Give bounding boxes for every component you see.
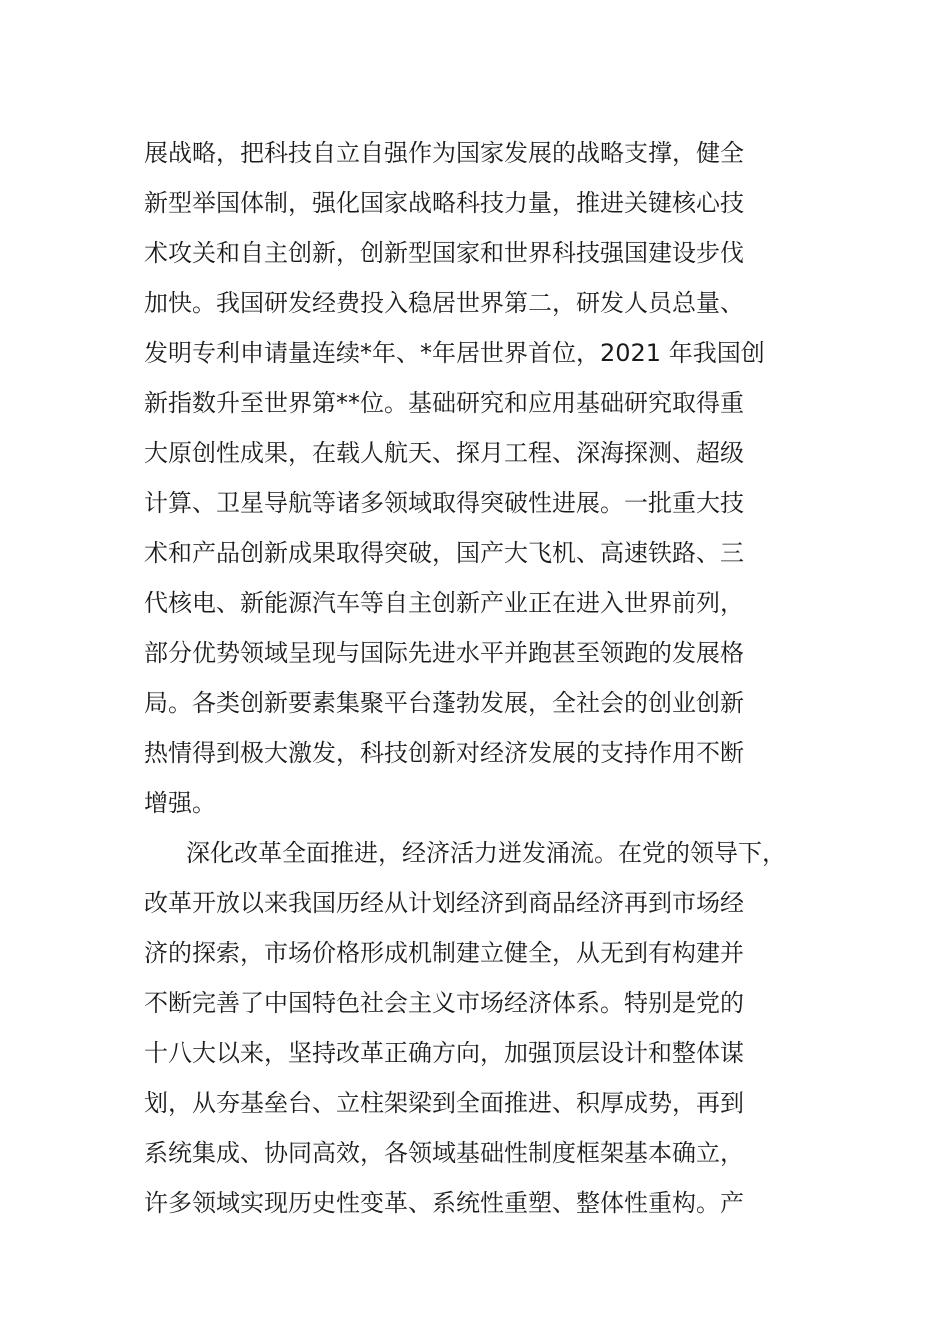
paragraph-line: 增强。	[144, 789, 216, 817]
paragraph-line: 许多领域实现历史性变革、系统性重塑、整体性重构。产	[144, 1189, 744, 1217]
paragraph-line: 新指数升至世界第**位。基础研究和应用基础研究取得重	[144, 389, 744, 417]
paragraph-line: 局。各类创新要素集聚平台蓬勃发展，全社会的创业创新	[144, 689, 744, 717]
paragraph-line: 不断完善了中国特色社会主义市场经济体系。特别是党的	[144, 989, 744, 1017]
paragraph-2	[144, 828, 824, 1228]
paragraph-line: 部分优势领域呈现与国际先进水平并跑甚至领跑的发展格	[144, 639, 744, 667]
paragraph-line: 发明专利申请量连续*年、*年居世界首位，2021 年我国创	[144, 339, 765, 367]
paragraph-line: 展战略，把科技自立自强作为国家发展的战略支撑，健全	[144, 139, 744, 167]
paragraph-line: 新型举国体制，强化国家战略科技力量，推进关键核心技	[144, 189, 744, 217]
paragraph-1	[144, 128, 824, 828]
paragraph-first-line: 深化改革全面推进，经济活力迸发涌流。在党的领导下，	[186, 839, 786, 867]
paragraph-line: 计算、卫星导航等诸多领域取得突破性进展。一批重大技	[144, 489, 744, 517]
paragraph-line: 十八大以来，坚持改革正确方向，加强顶层设计和整体谋	[144, 1039, 744, 1067]
paragraph-line: 系统集成、协同高效，各领域基础性制度框架基本确立，	[144, 1139, 744, 1167]
paragraph-line: 改革开放以来我国历经从计划经济到商品经济再到市场经	[144, 889, 744, 917]
paragraph-line: 济的探索，市场价格形成机制建立健全，从无到有构建并	[144, 939, 744, 967]
paragraph-line: 代核电、新能源汽车等自主创新产业正在进入世界前列，	[144, 589, 744, 617]
paragraph-line: 大原创性成果，在载人航天、探月工程、深海探测、超级	[144, 439, 744, 467]
paragraph-line: 加快。我国研发经费投入稳居世界第二，研发人员总量、	[144, 289, 744, 317]
paragraph-line: 术和产品创新成果取得突破，国产大飞机、高速铁路、三	[144, 539, 744, 567]
document-body	[144, 128, 824, 1228]
paragraph-line: 划，从夯基垒台、立柱架梁到全面推进、积厚成势，再到	[144, 1089, 744, 1117]
paragraph-line: 热情得到极大激发，科技创新对经济发展的支持作用不断	[144, 739, 744, 767]
paragraph-line: 术攻关和自主创新，创新型国家和世界科技强国建设步伐	[144, 239, 744, 267]
